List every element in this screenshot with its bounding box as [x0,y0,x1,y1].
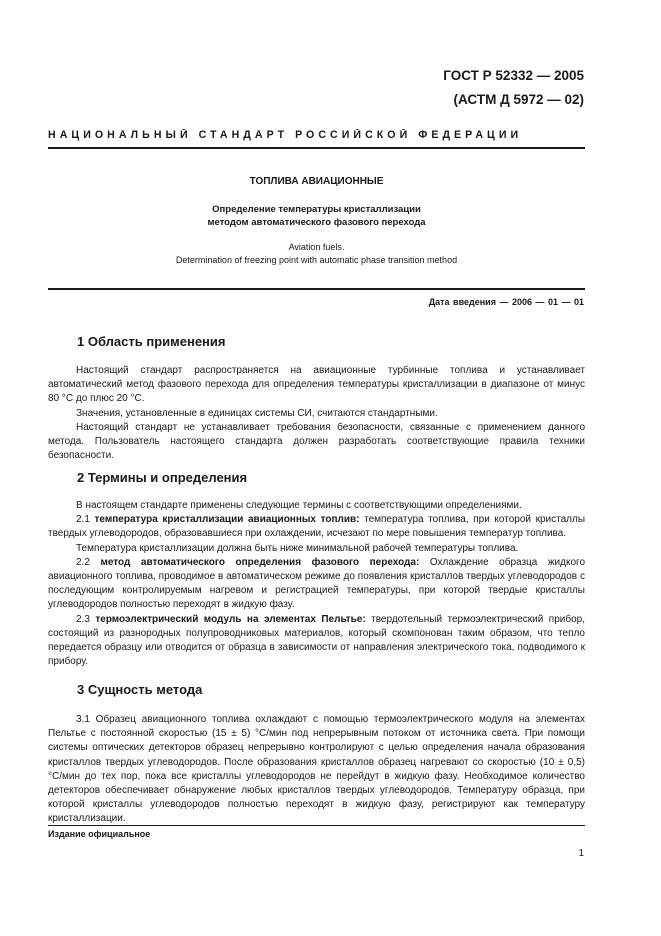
edition-label: Издание официальное [48,829,151,839]
english-title-line2: Determination of freezing point with automatic phase transition method [175,255,458,265]
section-3-body [48,713,585,827]
term-2-3-term: термоэлектрический модуль на элементах Пельтье: [95,613,366,625]
term-2-2-number: 2.2 [76,556,101,568]
term-2-1-term: температура кристаллизации авиационных топлив: [94,514,360,526]
section-1-paragraph-2: Значения, установленные в единицах системы СИ, считаются стандартными. [76,407,438,419]
section-1-paragraph-1: Настоящий стандарт распространяется на авиационные турбинные топлива и устанавливает автоматический метод фазового перехода для определения температуры кристаллизации в диапазоне от минус 80 °C до плюс 20 °C. [48,365,585,405]
section-2-heading: 2 Термины и определения [77,470,248,485]
english-title-line1: Aviation fuels. [288,242,345,252]
document-title: ТОПЛИВА АВИАЦИОННЫЕ [249,176,384,187]
term-2-3-definition: твердотельный термоэлектрический прибор, состоящий из разнородных полупроводниковых материалов, который скомпонован таким образом, что тепло передается образцу или отводится от образца в зависимости от направления электрического тока, подводимого к прибору. [48,613,585,668]
title-rule [48,288,585,290]
term-2-2-definition: Охлаждение образца жидкого авиационного топлива, проводимое в автоматическом режиме до появления кристаллов твердых углеводородов с последующим контролируемым нагревом и регистрацией температуры, при которой твердые кристаллы углеводородов полностью переходят в жидкую фазу. [48,556,586,611]
section-1-body [48,364,585,463]
standard-number: ГОСТ Р 52332 — 2005 [443,68,584,83]
section-2-intro: В настоящем стандарте применены следующие термины с соответствующими определениями. [76,500,522,511]
footer-rule [48,825,585,826]
section-3-heading: 3 Сущность метода [77,682,203,697]
section-1-heading: 1 Область применения [77,334,226,349]
term-2-1-note: Температура кристаллизации должна быть ниже минимальной рабочей температуры топлива. [76,542,519,554]
document-subtitle-line1: Определение температуры кристаллизации [212,204,421,215]
section-3-paragraph-1: 3.1 Образец авиационного топлива охлаждают с помощью термоэлектрического модуля на элементах Пельтье с постоянной скоростью (15 ± 5) °C/мин под непрерывным потоком от источника света. При помощи системы оптических детекторов образец непрерывно контролируют с целью определения начала образования кристаллов твердых углеводородов. После образования кристаллов образец нагревают со скоростью (10 ± 0,5) °C/мин до тех пор, пока все кристаллы углеводородов не перейдут в жидкую фазу. Необходимое количество детекторов обеспечивает обнаружение любых кристаллов твердых углеводородов. Температуру образца, при которой кристаллы углеводородов полностью переходят в жидкую фазу, регистрируют как температуру кристаллизации. [48,714,585,825]
astm-number: (АСТМ Д 5972 — 02) [453,92,584,107]
section-2-body [48,499,585,669]
term-2-1 [48,513,585,541]
national-standard-banner: НАЦИОНАЛЬНЫЙ СТАНДАРТ РОССИЙСКОЙ ФЕДЕРАЦИИ [48,129,523,141]
document-subtitle-line2: методом автоматического фазового перехода [207,217,426,228]
term-2-2 [48,556,585,613]
section-1-paragraph-3: Настоящий стандарт не устанавливает требования безопасности, связанные с применением данного метода. Пользователь настоящего стандарта должен разработать соответствующие правила техники безопасности. [48,421,585,462]
header-rule [48,147,585,149]
introduction-date: Дата введения — 2006 — 01 — 01 [428,297,584,307]
term-2-2-term: метод автоматического определения фазового перехода: [100,556,420,568]
term-2-3 [48,613,585,670]
term-2-1-definition: температура топлива, при которой кристаллы твердых углеводородов, образовавшиеся при охлаждении, исчезают по мере повышения температур топлива. [48,514,586,540]
term-2-1-number: 2.1 [76,514,95,526]
page-number: 1 [578,848,584,859]
term-2-3-number: 2.3 [76,613,96,625]
